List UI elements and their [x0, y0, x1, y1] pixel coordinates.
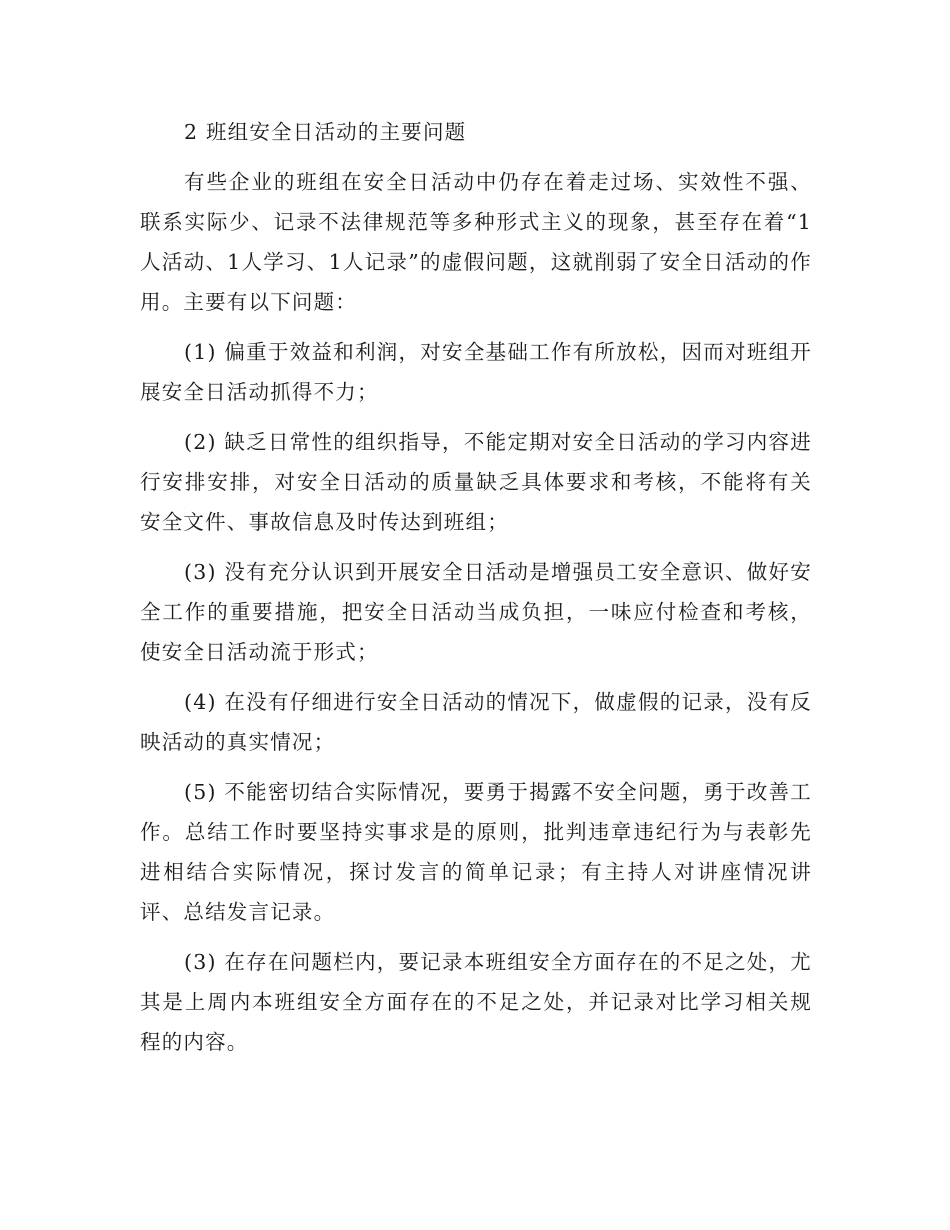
paragraph-intro: 有些企业的班组在安全日活动中仍存在着走过场、实效性不强、联系实际少、记录不法律规范等多种形式主义的现象，甚至存在着“1人活动、1人学习、1人记录”的虚假问题，这就削弱了安全日活动的作用。主要有以下问题： — [140, 170, 812, 314]
paragraph-item-4: (4) 在没有仔细进行安全日活动的情况下，做虚假的记录，没有反映活动的真实情况； — [140, 690, 812, 754]
paragraph-item-3-record: (3) 在存在问题栏内，要记录本班组安全方面存在的不足之处，尤其是上周内本班组安全方面存在的不足之处，并记录对比学习相关规程的内容。 — [140, 950, 812, 1054]
paragraph-item-1: (1) 偏重于效益和利润，对安全基础工作有所放松，因而对班组开展安全日活动抓得不力； — [140, 340, 812, 404]
document-body — [140, 112, 812, 1072]
paragraph-item-2: (2) 缺乏日常性的组织指导，不能定期对安全日活动的学习内容进行安排安排，对安全日活动的质量缺乏具体要求和考核，不能将有关安全文件、事故信息及时传达到班组； — [140, 430, 812, 534]
paragraph-item-3: (3) 没有充分认识到开展安全日活动是增强员工安全意识、做好安全工作的重要措施，把安全日活动当成负担，一味应付检查和考核，使安全日活动流于形式； — [140, 560, 812, 664]
paragraph-item-5: (5) 不能密切结合实际情况，要勇于揭露不安全问题，勇于改善工作。总结工作时要坚持实事求是的原则，批判违章违纪行为与表彰先进相结合实际情况，探讨发言的简单记录；有主持人对讲座情况讲评、总结发言记录。 — [140, 780, 812, 924]
section-heading: 2 班组安全日活动的主要问题 — [184, 120, 467, 144]
